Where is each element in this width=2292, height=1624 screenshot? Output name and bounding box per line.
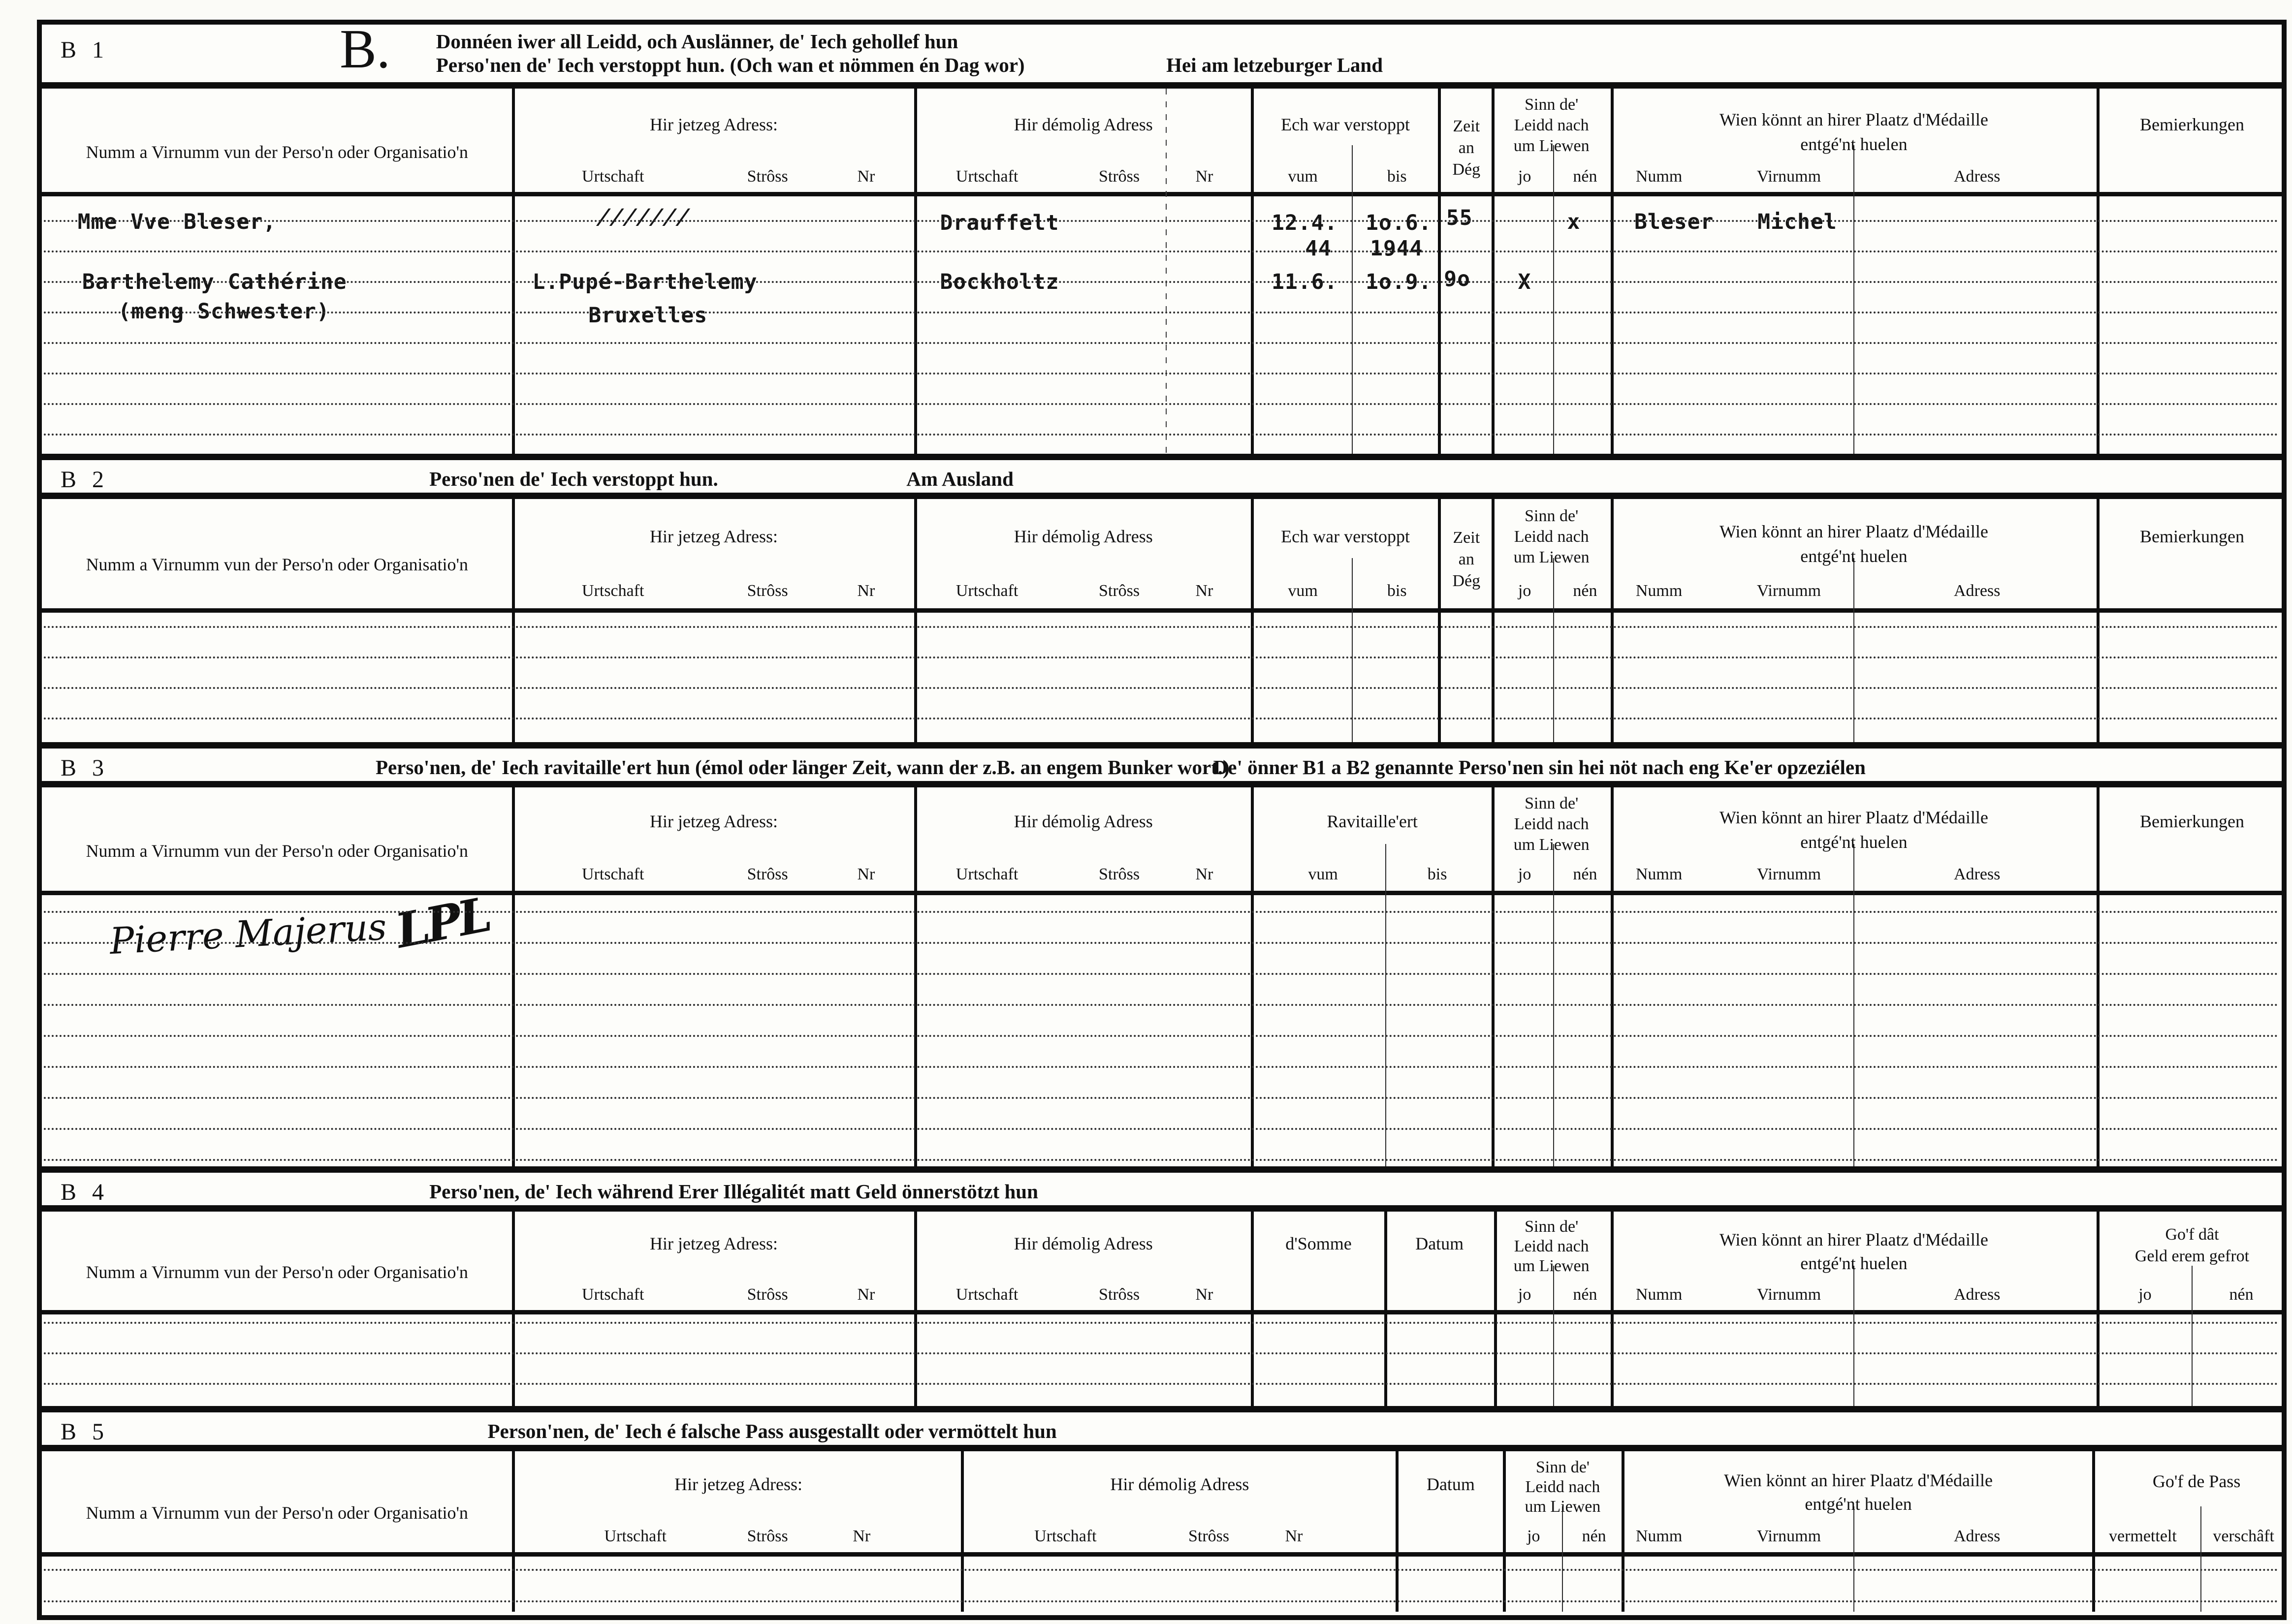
b3-medaille-numm: Numm (1635, 865, 1683, 883)
b2-jetzeg-stross: Strôss (747, 582, 788, 600)
section-b2-title (42, 454, 2282, 499)
b1-col-name: Numm a Virnumm vun der Perso'n oder Organisatio'n (86, 142, 468, 162)
section-b5-title (42, 1406, 2282, 1451)
writing-line (44, 220, 2280, 222)
b5-col-medaille-l2: entgé'nt huelen (1805, 1494, 1912, 1514)
b1-title-right: Hei am letzeburger Land (1166, 54, 1383, 76)
b3-col-medaille-l1: Wien könnt an hirer Plaatz d'Médaille (1719, 808, 1988, 827)
section-b1-table (42, 89, 2282, 454)
b4-sinn-l2: Leidd nach (1514, 1237, 1589, 1255)
b1-medaille-numm: Numm (1635, 167, 1683, 186)
b3-jo: jo (1518, 865, 1531, 883)
b3-col-name: Numm a Virnumm vun der Perso'n oder Organisatio'n (86, 841, 468, 861)
b2-jetzeg-nr: Nr (857, 582, 875, 600)
b1-col-medaille-l2: entgé'nt huelen (1800, 134, 1908, 154)
b1-row1-medaille-virnumm: Michel (1757, 210, 1837, 234)
section-b4-code: B 4 (61, 1179, 109, 1205)
b2-nen: nén (1573, 582, 1597, 600)
b2-title: Perso'nen de' Iech verstoppt hun. (429, 468, 718, 490)
b2-col-name: Numm a Virnumm vun der Perso'n oder Organisatio'n (86, 555, 468, 574)
b4-gof-nen: nén (2229, 1285, 2254, 1304)
b2-demolig-nr: Nr (1195, 582, 1213, 600)
table-rule (512, 1212, 515, 1406)
b3-jetzeg-nr: Nr (857, 865, 875, 883)
table-rule (1853, 1266, 1854, 1406)
b3-col-jetzeg: Hir jetzeg Adress: (650, 812, 778, 831)
b3-sinn-l2: Leidd nach (1514, 815, 1589, 833)
b1-row2-demolig: Bockholtz (940, 270, 1059, 294)
b1-row2-name: Barthelemy Cathérine (82, 270, 347, 294)
b2-title-right: Am Ausland (906, 468, 1014, 490)
table-rule (1492, 499, 1495, 742)
b1-medaille-adress: Adress (1953, 167, 2001, 186)
table-rule (1611, 787, 1614, 1166)
b4-gof-geld-l1: Go'f dât (2165, 1225, 2219, 1244)
table-rule (1251, 787, 1254, 1166)
b4-col-demolig: Hir démolig Adress (1014, 1234, 1153, 1253)
writing-line (44, 1600, 2280, 1602)
writing-line (44, 1066, 2280, 1068)
b1-jo: jo (1518, 167, 1531, 186)
b2-jetzeg-urtschaft: Urtschaft (581, 582, 644, 600)
b5-demolig-urtschaft: Urtschaft (1034, 1527, 1097, 1545)
b4-col-name: Numm a Virnumm vun der Perso'n oder Organisatio'n (86, 1262, 468, 1282)
section-b2-table (42, 499, 2282, 742)
b1-row1-zeit: 55 (1446, 206, 1473, 230)
table-rule (1622, 1451, 1624, 1612)
writing-line (44, 434, 2280, 436)
b3-sinn-l1: Sinn de' (1525, 794, 1579, 812)
b3-bis: bis (1427, 865, 1447, 883)
b5-col-demolig: Hir démolig Adress (1110, 1474, 1249, 1494)
writing-line (44, 281, 2280, 283)
b3-medaille-adress: Adress (1953, 865, 2001, 883)
writing-line (44, 342, 2280, 344)
b4-medaille-virnumm: Virnumm (1756, 1285, 1821, 1304)
writing-line (44, 973, 2280, 975)
table-rule (1352, 145, 1353, 454)
b3-sinn-l3: um Liewen (1513, 836, 1590, 854)
b3-vum: vum (1308, 865, 1338, 883)
b3-nen: nén (1573, 865, 1597, 883)
writing-line (44, 1352, 2280, 1354)
b4-header-separator (42, 1310, 2282, 1314)
b4-medaille-numm: Numm (1635, 1285, 1683, 1304)
b2-sinn-l3: um Liewen (1513, 548, 1590, 566)
table-rule (1352, 558, 1353, 742)
table-rule (1611, 499, 1614, 742)
b2-medaille-numm: Numm (1635, 582, 1683, 600)
b1-vum: vum (1288, 167, 1318, 186)
table-rule (2200, 1506, 2201, 1612)
b3-demolig-urtschaft: Urtschaft (955, 865, 1019, 883)
b2-medaille-virnumm: Virnumm (1756, 582, 1821, 600)
b1-zeit-l1: Zeit (1453, 117, 1480, 135)
section-b4-title (42, 1166, 2282, 1212)
table-rule (1438, 499, 1441, 742)
b1-jetzeg-urtschaft: Urtschaft (581, 167, 644, 186)
b4-jo: jo (1518, 1285, 1531, 1304)
b2-vum: vum (1288, 582, 1318, 600)
b3-header-separator (42, 891, 2282, 895)
writing-line (44, 1035, 2280, 1037)
table-rule (1853, 558, 1854, 742)
table-rule (512, 89, 515, 454)
section-b4-table (42, 1212, 2282, 1406)
b2-zeit-l2: an (1458, 550, 1474, 568)
b2-bis: bis (1387, 582, 1407, 600)
writing-line (44, 718, 2280, 719)
section-b2-code: B 2 (61, 467, 109, 493)
writing-line (44, 1569, 2280, 1571)
b1-zeit-l2: an (1458, 139, 1474, 157)
b2-col-verstoppt: Ech war verstoppt (1281, 527, 1410, 546)
b4-demolig-stross: Strôss (1098, 1285, 1140, 1304)
b2-jo: jo (1518, 582, 1531, 600)
table-rule (914, 787, 917, 1166)
b5-medaille-numm: Numm (1635, 1527, 1683, 1545)
table-rule (2097, 787, 2100, 1166)
b5-header-separator (42, 1552, 2282, 1557)
writing-line (44, 656, 2280, 658)
b5-col-medaille-l1: Wien könnt an hirer Plaatz d'Médaille (1724, 1470, 1993, 1490)
b1-col-demolig: Hir démolig Adress (1014, 115, 1153, 134)
b1-col-jetzeg: Hir jetzeg Adress: (650, 115, 778, 134)
writing-line (44, 942, 2280, 944)
writing-line (44, 1159, 2280, 1161)
b5-pass-verschaft: verschâft (2213, 1527, 2274, 1545)
table-rule (1503, 1451, 1506, 1612)
writing-line (44, 1322, 2280, 1324)
table-rule (1396, 1451, 1399, 1612)
b3-medaille-virnumm: Virnumm (1756, 865, 1821, 883)
b1-nen: nén (1573, 167, 1597, 186)
b2-sinn-l1: Sinn de' (1525, 507, 1579, 525)
b2-col-demolig: Hir démolig Adress (1014, 527, 1153, 546)
b5-gof-pass: Go'f de Pass (2152, 1471, 2241, 1491)
b1-row2-jo-mark: X (1518, 270, 1531, 294)
b5-jetzeg-stross: Strôss (747, 1527, 788, 1545)
b1-bis: bis (1387, 167, 1407, 186)
b1-row1-jetzeg: /////// (594, 205, 693, 229)
b5-jetzeg-nr: Nr (853, 1527, 871, 1545)
b2-medaille-adress: Adress (1953, 582, 2001, 600)
section-b3-code: B 3 (61, 755, 109, 781)
table-rule (1494, 1212, 1497, 1406)
table-rule (1384, 1212, 1387, 1406)
table-rule (2097, 89, 2100, 454)
table-rule (1853, 1506, 1854, 1612)
section-b5-table (42, 1451, 2282, 1612)
b3-handwritten-entry (108, 886, 493, 965)
b1-sinn-l3: um Liewen (1513, 137, 1590, 155)
b3-col-medaille-l2: entgé'nt huelen (1800, 832, 1908, 852)
b4-gof-geld-l2: Geld erem gefrot (2134, 1247, 2250, 1265)
writing-line (44, 626, 2280, 628)
b5-pass-vermettelt: vermettelt (2108, 1527, 2177, 1545)
writing-line (44, 911, 2280, 913)
b1-title-line1: Donnéen iwer all Leidd, och Auslänner, de' Iech gehollef hun (436, 30, 958, 53)
b4-col-dsomme: d'Somme (1285, 1234, 1352, 1253)
table-rule (1251, 1212, 1254, 1406)
b3-hand-name: Pierre Majerus (108, 906, 387, 963)
b1-jetzeg-stross: Strôss (747, 167, 788, 186)
table-rule (1553, 145, 1554, 454)
b5-medaille-adress: Adress (1953, 1527, 2001, 1545)
b1-row1-medaille-numm: Bleser (1634, 210, 1714, 234)
b3-title: Perso'nen, de' Iech ravitaille'ert hun (émol oder länger Zeit, wann der z.B. an engem Bunker wort.) (375, 756, 1230, 779)
b4-col-datum: Datum (1415, 1234, 1464, 1253)
b1-sinn-l1: Sinn de' (1525, 95, 1579, 114)
b4-col-jetzeg: Hir jetzeg Adress: (650, 1234, 778, 1253)
b4-sinn-l3: um Liewen (1513, 1257, 1590, 1275)
b4-jetzeg-stross: Strôss (747, 1285, 788, 1304)
b3-hand-org-lpl: LPL (391, 886, 493, 959)
b1-row1-demolig: Drauffelt (940, 211, 1059, 235)
table-rule (1492, 787, 1495, 1166)
writing-line (44, 312, 2280, 313)
writing-line (44, 687, 2280, 689)
writing-line (44, 403, 2280, 405)
b4-demolig-nr: Nr (1195, 1285, 1213, 1304)
table-rule (1853, 145, 1854, 454)
b1-demolig-stross: Strôss (1098, 167, 1140, 186)
b3-title2: De' önner B1 a B2 genannte Perso'nen sin hei nöt nach eng Ke'er opzeziélen (1213, 756, 1866, 779)
table-rule (1553, 558, 1554, 742)
table-rule (1166, 89, 1167, 454)
table-rule (1251, 89, 1254, 454)
b1-title-line2: Perso'nen de' Iech verstoppt hun. (Och wan et nömmen én Dag wor) (436, 54, 1025, 76)
b2-demolig-stross: Strôss (1098, 582, 1140, 600)
b5-medaille-virnumm: Virnumm (1756, 1527, 1821, 1545)
b3-jetzeg-stross: Strôss (747, 865, 788, 883)
b1-medaille-virnumm: Virnumm (1756, 167, 1821, 186)
b1-jetzeg-nr: Nr (857, 167, 875, 186)
b4-col-medaille-l2: entgé'nt huelen (1800, 1253, 1908, 1273)
b4-jetzeg-nr: Nr (857, 1285, 875, 1304)
writing-line (44, 1383, 2280, 1385)
writing-line (44, 1097, 2280, 1099)
table-rule (2097, 1212, 2100, 1406)
b4-nen: nén (1573, 1285, 1597, 1304)
section-b1-title (42, 19, 2282, 89)
b1-col-verstoppt: Ech war verstoppt (1281, 115, 1410, 134)
section-b-letter: B. (340, 19, 390, 80)
b4-jetzeg-urtschaft: Urtschaft (581, 1285, 644, 1304)
b1-col-bemierkungen: Bemierkungen (2140, 115, 2244, 134)
b1-demolig-urtschaft: Urtschaft (955, 167, 1019, 186)
writing-line (44, 250, 2280, 252)
b4-sinn-l1: Sinn de' (1525, 1218, 1579, 1236)
table-rule (1251, 499, 1254, 742)
b1-header-separator (42, 192, 2282, 196)
b1-row1-name: Mme Vve Bleser, (77, 210, 277, 234)
b5-sinn-l1: Sinn de' (1535, 1458, 1590, 1476)
section-b3-table (42, 787, 2282, 1166)
b2-demolig-urtschaft: Urtschaft (955, 582, 1019, 600)
table-rule (2097, 499, 2100, 742)
table-rule (1492, 89, 1495, 454)
b2-col-bemierkungen: Bemierkungen (2140, 527, 2244, 546)
b5-sinn-l3: um Liewen (1525, 1498, 1601, 1516)
b5-nen: nén (1582, 1527, 1606, 1545)
b1-row1-nen-mark: x (1567, 210, 1581, 234)
section-b3-title (42, 742, 2282, 787)
b1-row2-zeit: 9o (1444, 267, 1471, 291)
section-b5-code: B 5 (61, 1419, 109, 1445)
b1-sinn-l2: Leidd nach (1514, 116, 1589, 134)
table-rule (1562, 1506, 1563, 1612)
b2-col-medaille-l2: entgé'nt huelen (1800, 546, 1908, 566)
b1-col-medaille-l1: Wien könnt an hirer Plaatz d'Médaille (1719, 110, 1988, 129)
b2-col-jetzeg: Hir jetzeg Adress: (650, 527, 778, 546)
b2-col-medaille-l1: Wien könnt an hirer Plaatz d'Médaille (1719, 522, 1988, 541)
b4-title: Perso'nen, de' Iech während Erer Illégalitét matt Geld önnerstötzt hun (429, 1180, 1038, 1203)
b3-demolig-nr: Nr (1195, 865, 1213, 883)
b1-row1-bis: 1o.6. (1366, 211, 1432, 235)
b1-row2-jetzeg2: Bruxelles (588, 303, 708, 328)
b1-zeit-l3: Dég (1452, 160, 1481, 179)
b5-demolig-nr: Nr (1285, 1527, 1303, 1545)
b4-gof-jo: jo (2138, 1285, 2152, 1304)
b3-col-demolig: Hir démolig Adress (1014, 812, 1153, 831)
table-rule (1438, 89, 1441, 454)
table-rule (512, 499, 515, 742)
b2-sinn-l2: Leidd nach (1514, 528, 1589, 546)
table-rule (1611, 1212, 1614, 1406)
b3-demolig-stross: Strôss (1098, 865, 1140, 883)
b5-col-jetzeg: Hir jetzeg Adress: (674, 1474, 803, 1494)
b1-demolig-nr: Nr (1195, 167, 1213, 186)
table-rule (914, 1212, 917, 1406)
b1-row1-vum2: 44 (1305, 236, 1332, 261)
b3-col-ravitailleert: Ravitaille'ert (1327, 812, 1418, 831)
table-rule (512, 1451, 515, 1612)
b5-col-datum: Datum (1426, 1474, 1475, 1494)
b5-title: Person'nen, de' Iech é falsche Pass ausgestallt oder vermöttelt hun (487, 1420, 1057, 1442)
table-rule (961, 1451, 964, 1612)
b3-col-bemierkungen: Bemierkungen (2140, 812, 2244, 831)
table-rule (512, 787, 515, 1166)
b4-medaille-adress: Adress (1953, 1285, 2001, 1304)
writing-line (44, 1004, 2280, 1006)
table-rule (1611, 89, 1614, 454)
b1-row2-jetzeg: L.Pupé-Barthelemy (532, 270, 758, 294)
b5-jetzeg-urtschaft: Urtschaft (604, 1527, 667, 1545)
b4-demolig-urtschaft: Urtschaft (955, 1285, 1019, 1304)
table-rule (1553, 1266, 1554, 1406)
b5-sinn-l2: Leidd nach (1525, 1478, 1600, 1496)
b1-row1-bis2: 1944 (1370, 236, 1423, 261)
form-frame (37, 20, 2287, 1620)
writing-line (44, 373, 2280, 375)
table-rule (2192, 1266, 2193, 1406)
b5-jo: jo (1527, 1527, 1540, 1545)
b4-col-medaille-l1: Wien könnt an hirer Plaatz d'Médaille (1719, 1230, 1988, 1249)
b1-row1-vum: 12.4. (1271, 211, 1338, 235)
table-rule (2092, 1451, 2095, 1612)
b1-row2-bis: 1o.9. (1366, 270, 1432, 294)
section-b1-code: B 1 (61, 37, 109, 63)
b1-row2-vum: 11.6. (1271, 270, 1338, 294)
b2-zeit-l1: Zeit (1453, 529, 1480, 547)
table-rule (914, 89, 917, 454)
table-rule (914, 499, 917, 742)
b2-header-separator (42, 608, 2282, 613)
b3-jetzeg-urtschaft: Urtschaft (581, 865, 644, 883)
b1-row2-name2: (meng Schwester) (118, 299, 330, 324)
writing-line (44, 1128, 2280, 1130)
b5-demolig-stross: Strôss (1188, 1527, 1230, 1545)
b5-col-name: Numm a Virnumm vun der Perso'n oder Organisatio'n (86, 1503, 468, 1523)
b2-zeit-l3: Dég (1452, 572, 1481, 590)
